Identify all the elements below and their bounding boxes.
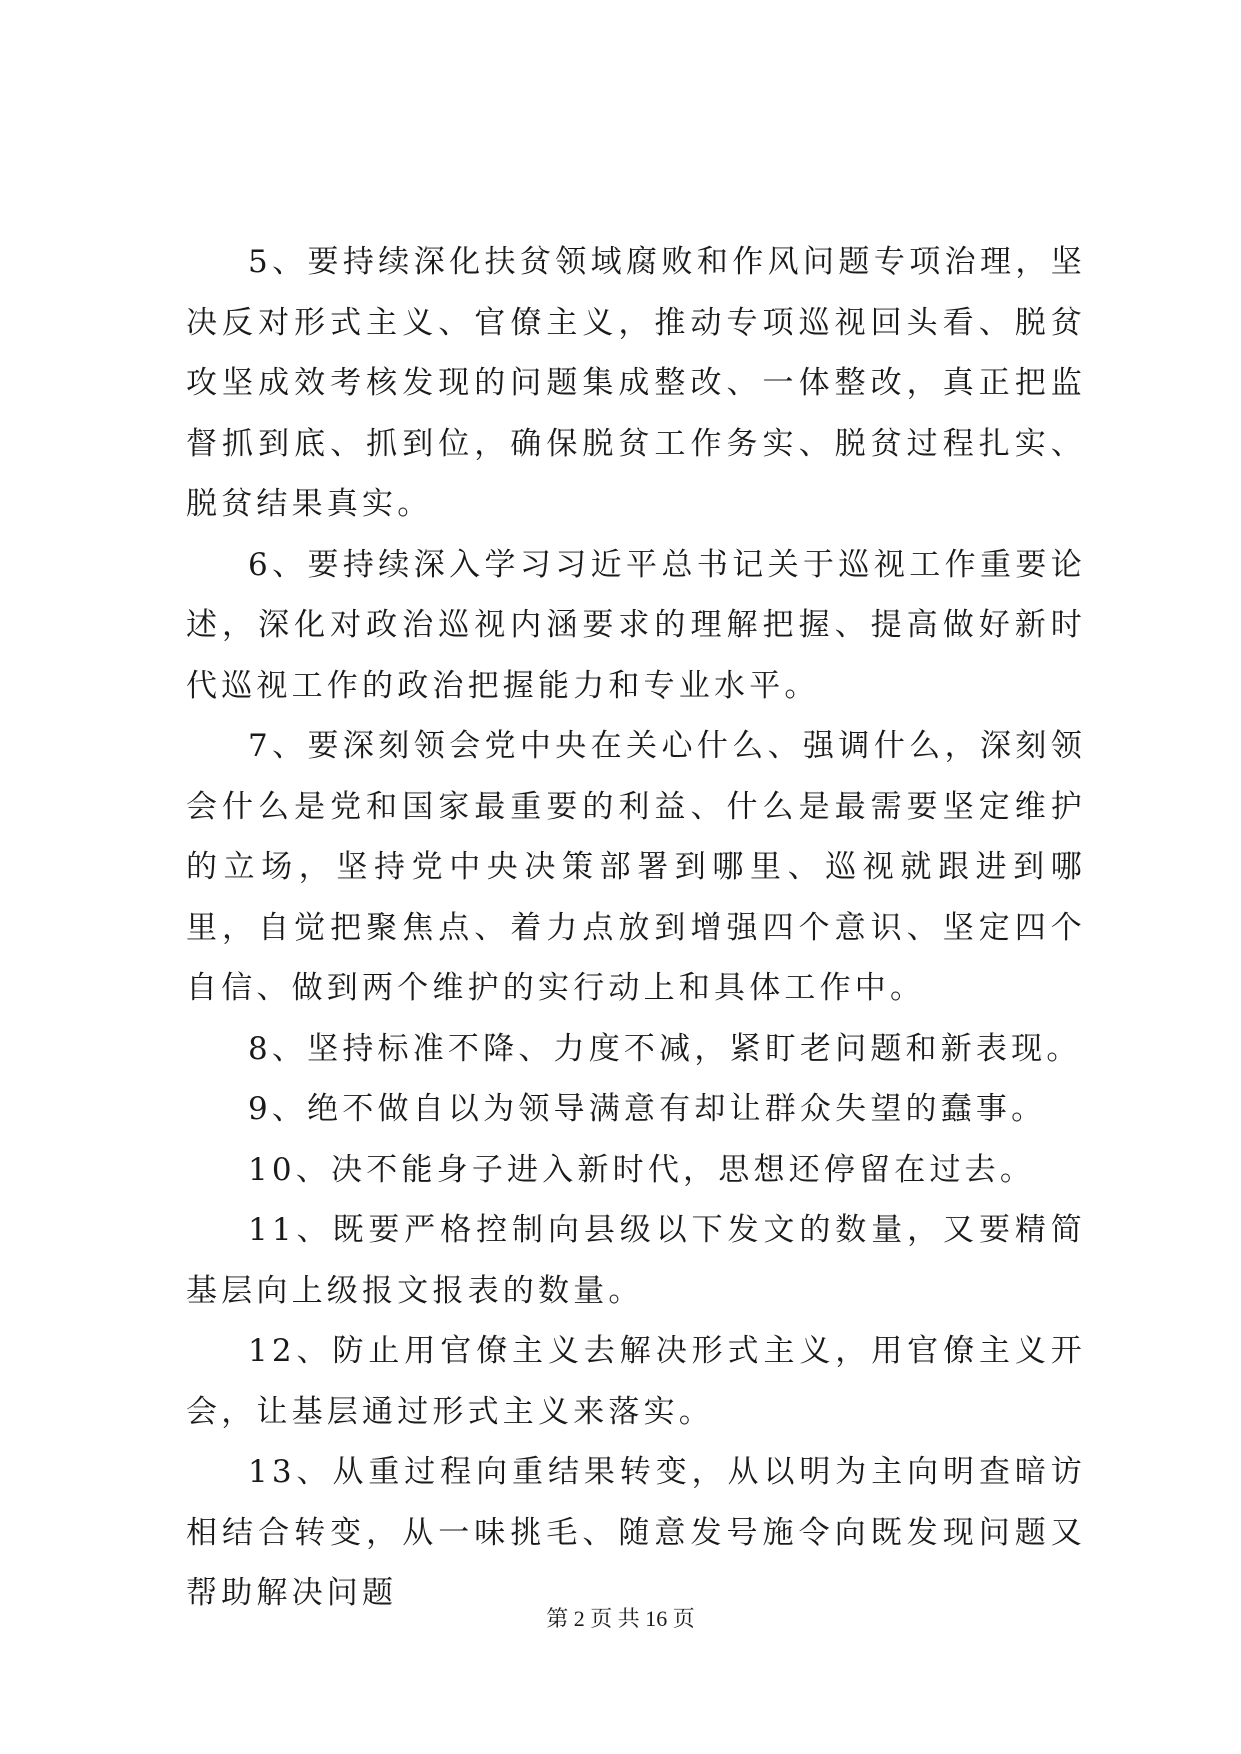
paragraph-10: 10、决不能身子进入新时代，思想还停留在过去。 (248, 1151, 1036, 1188)
paragraph-9: 9、绝不做自以为领导满意有却让群众失望的蠢事。 (248, 1091, 1047, 1127)
page-number-footer: 第 2 页 共 16 页 (546, 1606, 695, 1631)
paragraph-8: 8、坚持标准不降、力度不减，紧盯老问题和新表现。 (248, 1030, 1082, 1067)
paragraph-13: 13、从重过程向重结果转变，从以明为主向明查暗访相结合转变，从一味挑毛、随意发号施令向既发现问题又帮助解决问题 (186, 1454, 1086, 1611)
document-body (186, 232, 1086, 1624)
paragraph-7: 7、要深刻领会党中央在关心什么、强调什么，深刻领会什么是党和国家最重要的利益、什么是最需要坚定维护的立场，坚持党中央决策部署到哪里、巡视就跟进到哪里，自觉把聚焦点、着力点放到增强四个意识、坚定四个自信、做到两个维护的实行动上和具体工作中。 (186, 728, 1086, 1006)
paragraph-6: 6、要持续深入学习习近平总书记关于巡视工作重要论述，深化对政治巡视内涵要求的理解把握、提高做好新时代巡视工作的政治把握能力和专业水平。 (186, 546, 1086, 704)
paragraph-12: 12、防止用官僚主义去解决形式主义，用官僚主义开会，让基层通过形式主义来落实。 (186, 1333, 1086, 1430)
paragraph-5: 5、要持续深化扶贫领域腐败和作风问题专项治理，坚决反对形式主义、官僚主义，推动专项巡视回头看、脱贫攻坚成效考核发现的问题集成整改、一体整改，真正把监督抓到底、抓到位，确保脱贫工作务实、脱贫过程扎实、脱贫结果真实。 (186, 244, 1086, 522)
paragraph-11: 11、既要严格控制向县级以下发文的数量，又要精简基层向上级报文报表的数量。 (186, 1212, 1086, 1309)
